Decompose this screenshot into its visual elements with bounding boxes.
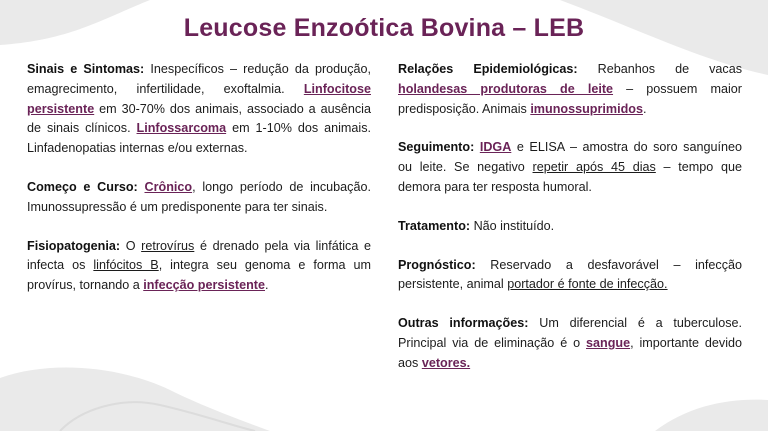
prognostico-text-1: Reservado a desfavorável – infecção persistente, animal xyxy=(398,257,742,292)
sinais-text-2: em 30-70% dos animais, associado a ausência de sinais clínicos. xyxy=(27,101,371,136)
vetores-highlight: vetores. xyxy=(421,355,471,370)
comeco-curso-paragraph xyxy=(27,178,371,218)
retrovirus-underline: retrovírus xyxy=(141,238,195,253)
relacoes-paragraph xyxy=(398,60,742,119)
outras-text-1: Um diferencial é a tuberculose. Principal via de eliminação é o xyxy=(398,316,743,350)
seguimento-text-3: – tempo que demora para ter resposta humoral. xyxy=(398,160,743,194)
sinais-label: Sinais e Sintomas: xyxy=(27,62,145,76)
tratamento-label: Tratamento: xyxy=(398,218,471,233)
linfocitose-highlight: Linfocitose persistente xyxy=(27,81,371,116)
idga-highlight: IDGA xyxy=(479,140,512,155)
imunossuprimidos-highlight: imunossuprimidos xyxy=(530,101,643,116)
comeco-text-2: , longo período de incubação. Imunossupressão é um predisponente para ter sinais. xyxy=(27,179,371,214)
outras-text-2: , importante devido aos xyxy=(398,335,742,370)
slide-title: Leucose Enzoótica Bovina – LEB xyxy=(183,14,585,42)
relacoes-text-1: Rebanhos de vacas xyxy=(577,62,742,76)
comeco-text-1 xyxy=(138,180,145,194)
right-column xyxy=(398,60,742,374)
left-column xyxy=(27,60,371,296)
repetir-underline: repetir após 45 dias xyxy=(532,160,656,175)
relacoes-text-2: – possuem maior predisposição. Animais xyxy=(398,81,742,116)
fisiopatogenia-label: Fisiopatogenia: xyxy=(27,238,121,253)
relacoes-text-3: . xyxy=(642,101,647,116)
outras-label: Outras informações: xyxy=(398,316,529,331)
sinais-sintomas-paragraph xyxy=(27,60,371,159)
linfocitos-b-underline: linfócitos B xyxy=(93,258,159,273)
outras-informacoes-paragraph xyxy=(398,314,742,373)
holandesas-highlight: holandesas produtoras de leite xyxy=(398,81,614,96)
fisiopatogenia-paragraph xyxy=(27,237,371,296)
fisiopatogenia-text-2: é drenado pela via linfática e infecta os xyxy=(27,238,371,273)
comeco-label: Começo e Curso: xyxy=(27,179,138,194)
tratamento-paragraph xyxy=(398,217,742,237)
infeccao-persistente-highlight: infecção persistente xyxy=(143,278,266,293)
seguimento-label: Seguimento: xyxy=(398,140,475,155)
sinais-text-3: em 1-10% dos animais. Linfadenopatias internas e/ou externas. xyxy=(27,121,371,156)
sinais-text-1: Inespecíficos – redução da produção, emagrecimento, infertilidade, exoftalmia. xyxy=(27,62,371,96)
cronico-highlight: Crônico xyxy=(144,179,193,194)
seguimento-paragraph xyxy=(398,138,742,197)
relacoes-label: Relações Epidemiológicas: xyxy=(398,62,578,76)
portador-underline: portador é fonte de infecção. xyxy=(507,277,668,292)
prognostico-paragraph xyxy=(398,256,742,296)
tratamento-text-1: Não instituído. xyxy=(470,218,555,233)
linfossarcoma-highlight: Linfossarcoma xyxy=(136,121,227,136)
fisiopatogenia-text-1: O xyxy=(120,238,142,253)
fisiopatogenia-text-4: . xyxy=(265,278,269,293)
fisiopatogenia-text-3: , integra seu genoma e forma um provírus, tornando a xyxy=(27,258,372,293)
sangue-highlight: sangue xyxy=(586,335,631,350)
seguimento-text-2: e ELISA – amostra do soro sanguíneo ou leite. Se negativo xyxy=(398,140,742,175)
prognostico-label: Prognóstico: xyxy=(398,257,476,272)
